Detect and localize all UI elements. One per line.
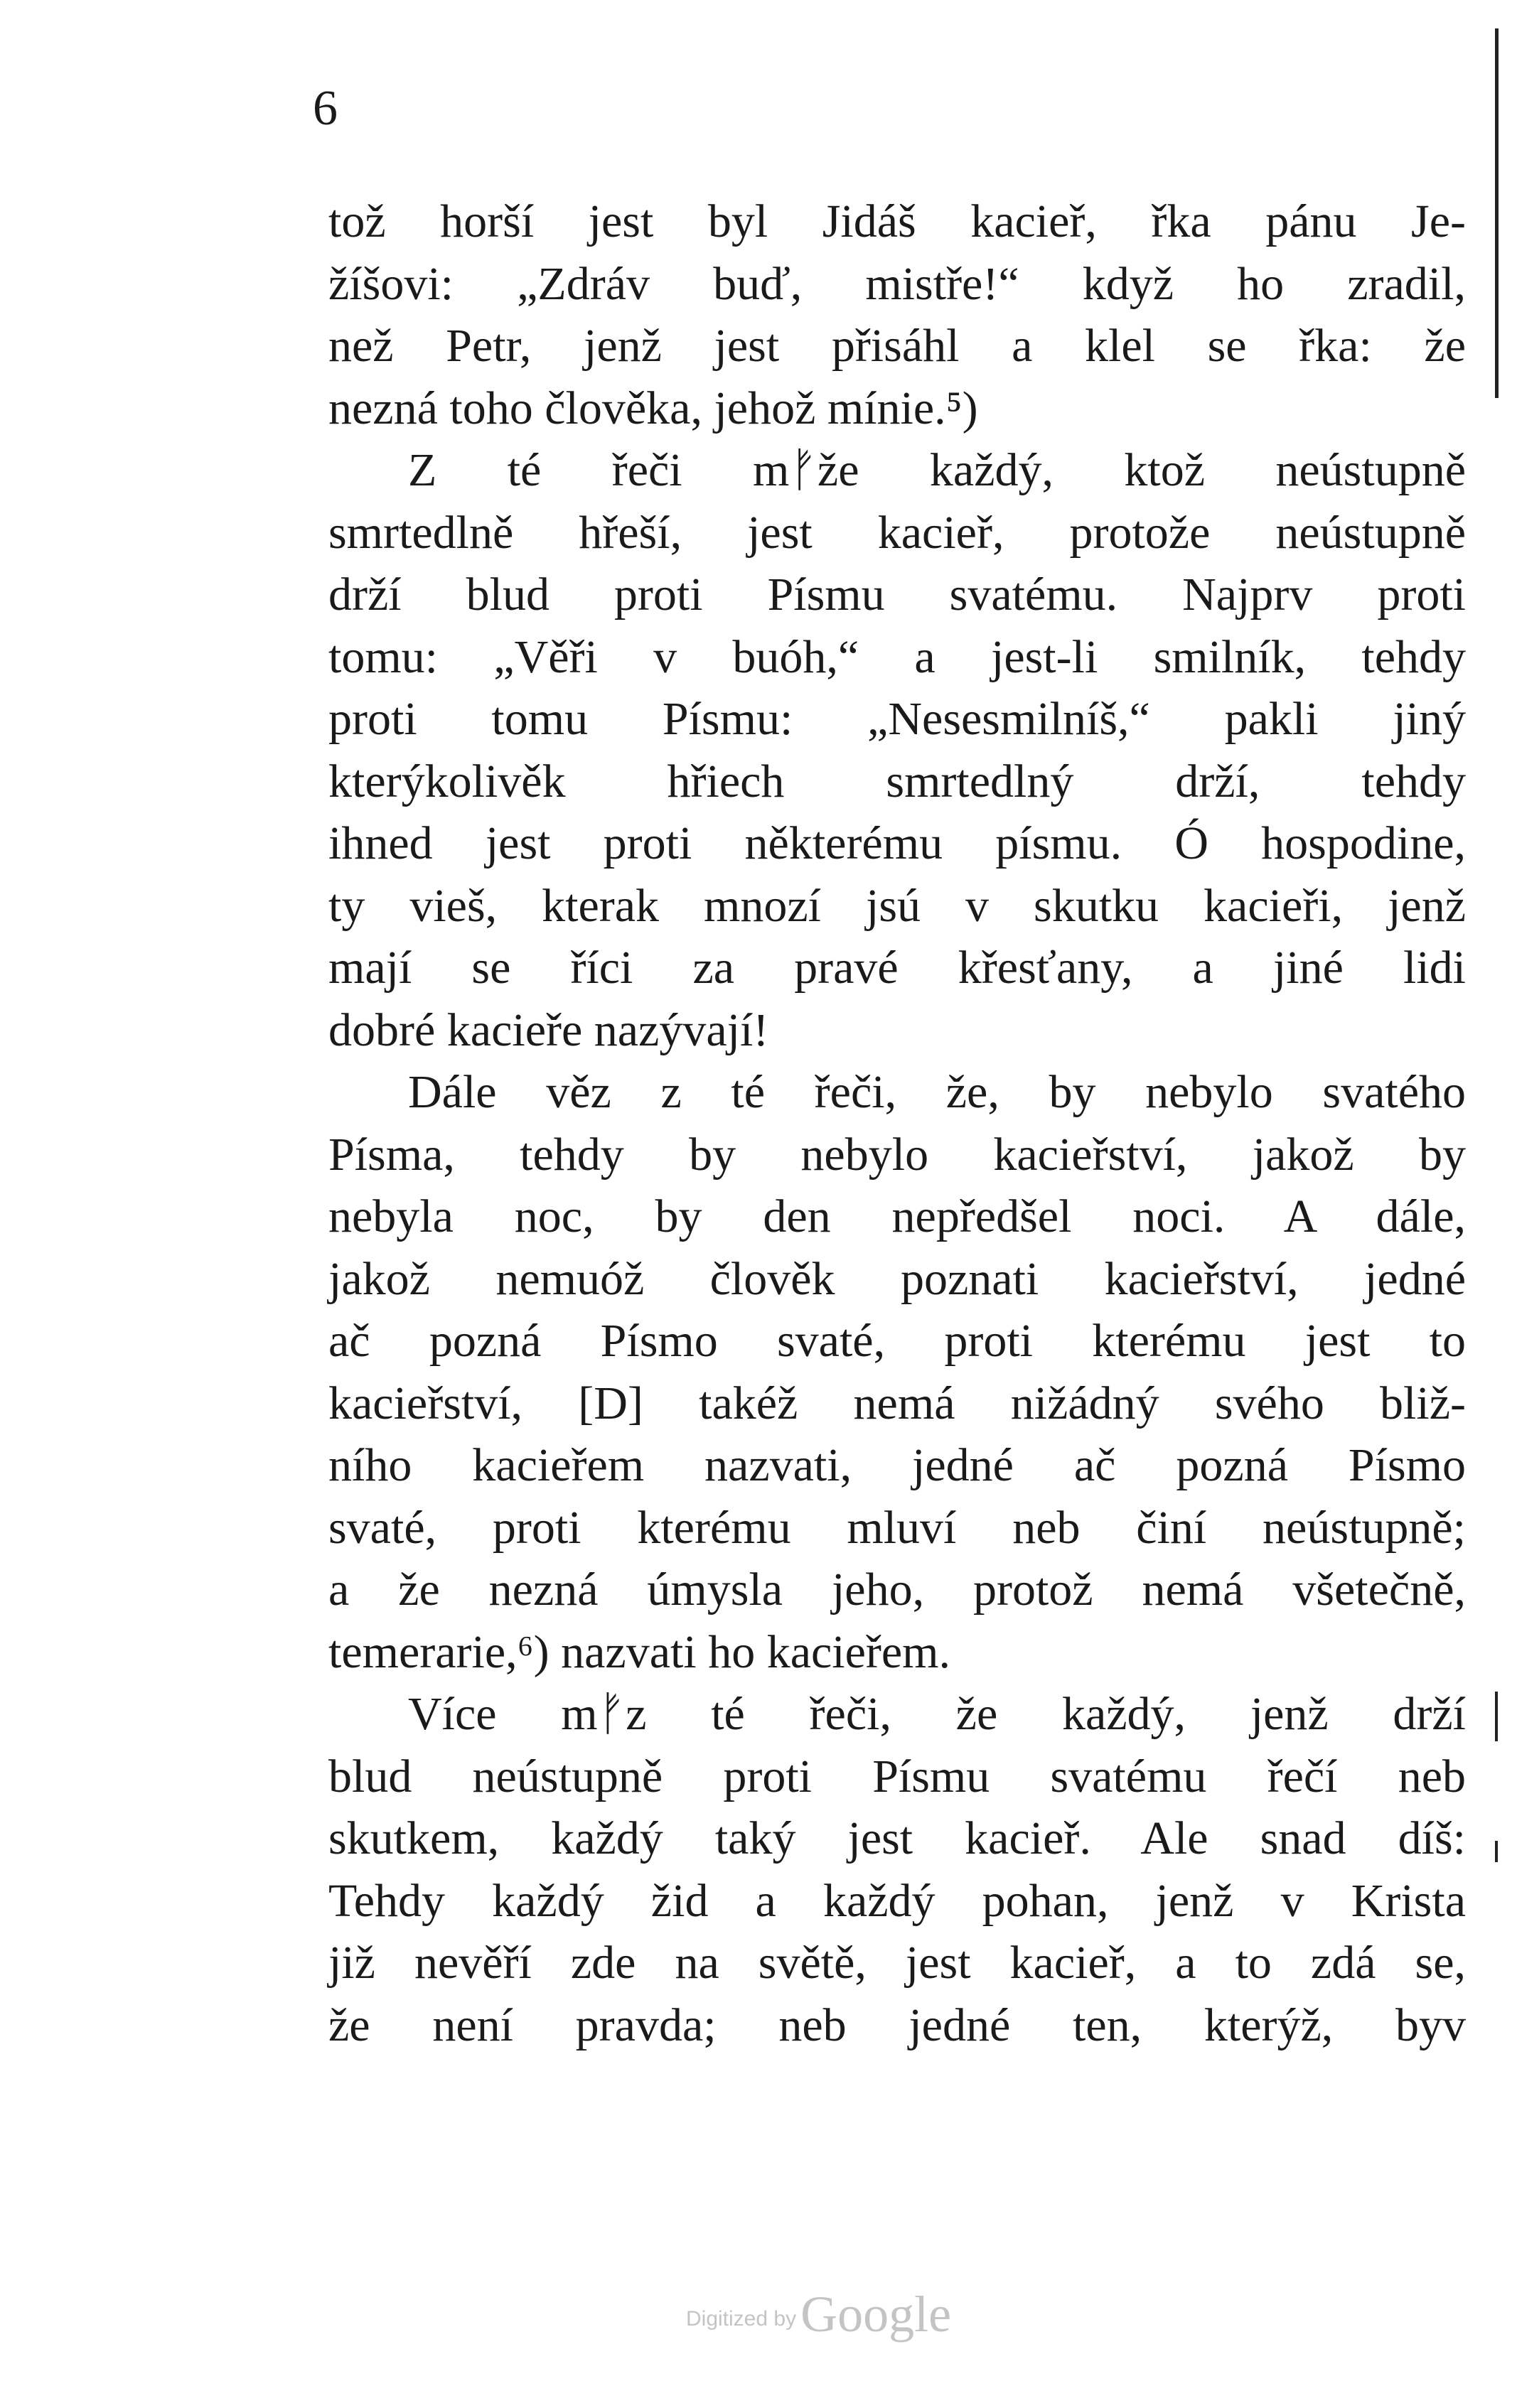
text-line: jakož nemuóž člověk poznati kacieřství, jedné [328, 1252, 1466, 1305]
text-line: ač pozná Písmo svaté, proti kterému jest to [328, 1315, 1466, 1367]
text-line: drží blud proti Písmu svatému. Najprv proti [328, 569, 1466, 620]
digitized-watermark [686, 2285, 951, 2344]
page-edge-shadow [1495, 28, 1499, 398]
text-line: smrtedlně hřeší, jest kacieř, protože neústupně [328, 506, 1466, 559]
text-line: proti tomu Písmu: „Nesesmilníš,“ pakli jiný [328, 693, 1466, 745]
page-number: 6 [313, 81, 338, 136]
page-edge-shadow [1495, 1841, 1498, 1862]
text-line: kacieřství, [D] takéž nemá nižádný svého bliž- [328, 1377, 1466, 1429]
watermark-prefix: Digitized by [686, 2307, 797, 2331]
text-line: ty vieš, kterak mnozí jsú v skutku kacieři, jenž [328, 879, 1466, 932]
text-line: nezná toho člověka, jehož mínie.⁵) [328, 382, 978, 434]
text-line: a že nezná úmysla jeho, protož nemá všetečně, [328, 1564, 1466, 1616]
text-line: temerarie,⁶) nazvati ho kacieřem. [328, 1625, 951, 1678]
text-line: již nevěří zde na světě, jest kacieř, a to zdá se, [328, 1937, 1466, 1989]
text-line: že není pravda; neb jedné ten, kterýž, byv [328, 1999, 1466, 2051]
body-text [328, 190, 1466, 2056]
text-line: Písma, tehdy by nebylo kacieřství, jakož by [328, 1128, 1466, 1181]
text-line: nebyla noc, by den nepředšel noci. A dále, [328, 1190, 1466, 1242]
text-line: skutkem, každý taký jest kacieř. Ale snad díš: [328, 1812, 1466, 1864]
text-line: mají se říci za pravé křesťany, a jiné lidi [328, 942, 1466, 994]
text-line: ihned jest proti některému písmu. Ó hospodine, [328, 817, 1466, 869]
google-logo-text: Google [800, 2286, 952, 2343]
text-line: Více mᚠz té řeči, že každý, jenž drží [408, 1688, 1466, 1740]
text-line: Tehdy každý žid a každý pohan, jenž v Krista [328, 1874, 1466, 1927]
text-line: dobré kacieře nazývají! [328, 1004, 769, 1056]
text-line: blud neústupně proti Písmu svatému řečí neb [328, 1750, 1466, 1802]
text-line: žíšovi: „Zdráv buď, mistře!“ když ho zradil, [328, 257, 1466, 310]
text-line: tomu: „Věři v buóh,“ a jest-li smilník, tehdy [328, 630, 1466, 683]
text-line: tož horší jest byl Jidáš kacieř, řka pánu Je- [328, 195, 1466, 247]
text-line: Z té řeči mᚠže každý, ktož neústupně [408, 444, 1466, 496]
page-edge-shadow [1495, 1692, 1498, 1741]
text-line: ního kacieřem nazvati, jedné ač pozná Písmo [328, 1439, 1466, 1491]
text-line: svaté, proti kterému mluví neb činí neústupně; [328, 1501, 1466, 1554]
text-line: než Petr, jenž jest přisáhl a klel se řka: že [328, 320, 1466, 372]
text-line: kterýkolivěk hřiech smrtedlný drží, tehdy [328, 755, 1466, 807]
text-line: Dále věz z té řeči, že, by nebylo svatého [408, 1066, 1466, 1118]
